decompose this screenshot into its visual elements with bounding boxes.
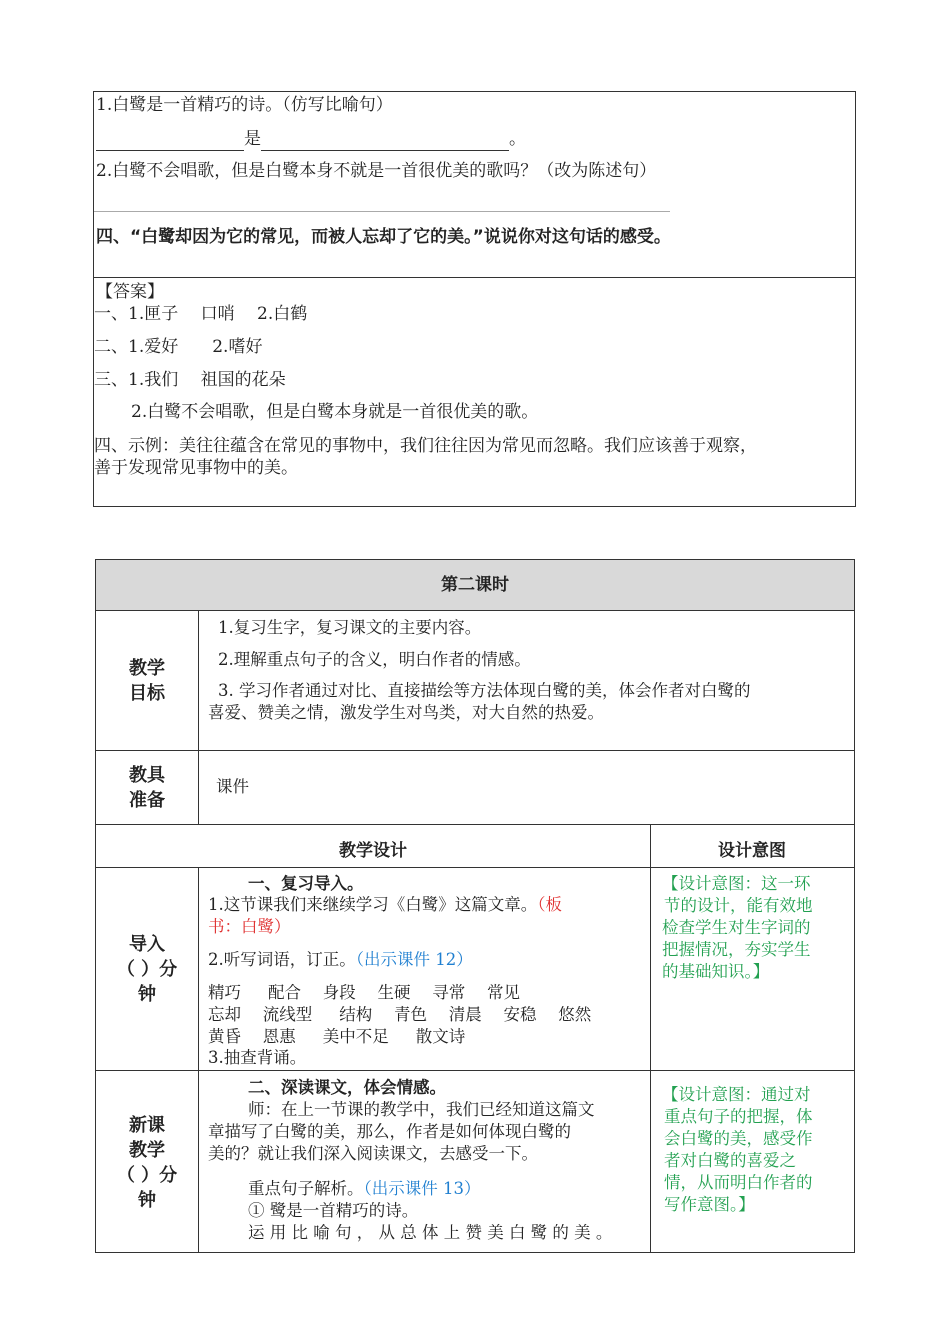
- answer-title: 【答案】: [96, 282, 164, 302]
- blank-2[interactable]: [261, 132, 509, 151]
- section1-p2: 2.听写词语，订正。（出示课件 12）: [208, 950, 473, 969]
- col-divider: [198, 867, 199, 1252]
- section2-title: 二、深读课文，体会情感。: [248, 1078, 446, 1097]
- row-divider: [96, 824, 854, 825]
- row-divider: [96, 1070, 854, 1071]
- question-4: 四、“白鹭却因为它的常见，而被人忘却了它的美。”说说你对这句话的感受。: [96, 227, 671, 247]
- question-1: 1.白鹭是一首精巧的诗。（仿写比喻句）: [96, 95, 393, 115]
- blank-period: 。: [509, 129, 526, 149]
- row-divider: [96, 610, 854, 611]
- col-divider: [650, 824, 651, 1252]
- word-list-3: 黄昏 恩惠 美中不足 散文诗: [208, 1027, 466, 1046]
- row-divider: [96, 750, 854, 751]
- answer-blank-line-1: [96, 127, 526, 151]
- section1-title: 一、复习导入。: [248, 874, 364, 893]
- answer-1: 一、1.匣子 口哨 2.白鹤: [94, 304, 308, 324]
- col-divider: [198, 610, 199, 824]
- section1-p1: 1.这节课我们来继续学习《白鹭》这篇文章。（板: [208, 895, 562, 914]
- question-2: 2.白鹭不会唱歌，但是白鹭本身不就是一首很优美的歌吗？（改为陈述句）: [96, 161, 657, 181]
- word-list-2: 忘却 流线型 结构 青色 清晨 安稳 悠然: [208, 1005, 592, 1024]
- intent-header: 设计意图: [718, 841, 786, 861]
- section2-label: 新课 教学 （ ）分 钟: [116, 1115, 178, 1211]
- design-header: 教学设计: [339, 841, 407, 861]
- answer-2: 二、1.爱好 2.嗜好: [94, 337, 263, 357]
- section1-p3: 3.抽查背诵。: [208, 1048, 307, 1067]
- lesson-plan-table: [95, 559, 855, 1253]
- section1-label: 导入 （ ）分 钟: [116, 934, 178, 1005]
- section2-p4: 运 用 比 喻 句 ， 从 总 体 上 赞 美 白 鹭 的 美 。: [248, 1223, 613, 1242]
- goal-1: 1.复习生字，复习课文的主要内容。: [218, 618, 482, 637]
- answer-4-line1: 四、示例：美往往蕴含在常见的事物中，我们往往因为常见而忽略。我们应该善于观察，: [94, 436, 757, 456]
- lesson-title: 第二课时: [96, 560, 854, 610]
- goal-2: 2.理解重点句子的含义，明白作者的情感。: [218, 650, 531, 669]
- goal-3-line2: 喜爱、赞美之情，激发学生对鸟类，对大自然的热爱。: [208, 703, 604, 722]
- tools-value: 课件: [216, 777, 249, 796]
- answer-3: 三、1.我们 祖国的花朵: [94, 370, 286, 390]
- section2-intent: 【设计意图：通过对 重点句子的把握，体 会白鹭的美，感受作 者对白鹭的喜爱之 情，从而明白作者的 写作意图。】: [662, 1085, 813, 1214]
- answer-rule: [94, 211, 670, 212]
- section1-p1-cont: 书：白鹭）: [208, 917, 291, 936]
- answer-3b: 2.白鹭不会唱歌，但是白鹭本身就是一首很优美的歌。: [131, 402, 539, 422]
- divider: [94, 277, 855, 278]
- word-list-1: 精巧 配合 身段 生硬 寻常 常见: [208, 983, 520, 1002]
- exercise-box: [93, 91, 856, 507]
- goals-label: 教学 目标: [129, 658, 165, 704]
- goal-3-line1: 3. 学习作者通过对比、直接描绘等方法体现白鹭的美，体会作者对白鹭的: [218, 681, 751, 700]
- tools-label: 教具 准备: [129, 765, 165, 811]
- row-divider: [96, 867, 854, 868]
- section1-intent: 【设计意图：这一环 节的设计，能有效地 检查学生对生字词的 把握情况，夯实学生 的基础知识。】: [662, 874, 813, 981]
- section2-p2: 重点句子解析。（出示课件 13）: [248, 1179, 481, 1198]
- blank-connector: 是: [244, 129, 261, 149]
- section2-p3: ① 鹭是一首精巧的诗。: [248, 1201, 419, 1220]
- blank-1[interactable]: [96, 132, 244, 151]
- answer-4-line2: 善于发现常见事物中的美。: [94, 458, 298, 478]
- section2-p1: 师：在上一节课的教学中，我们已经知道这篇文 章描写了白鹭的美，那么，作者是如何体现白鹭的 美的？就让我们深入阅读课文，去感受一下。: [208, 1100, 595, 1163]
